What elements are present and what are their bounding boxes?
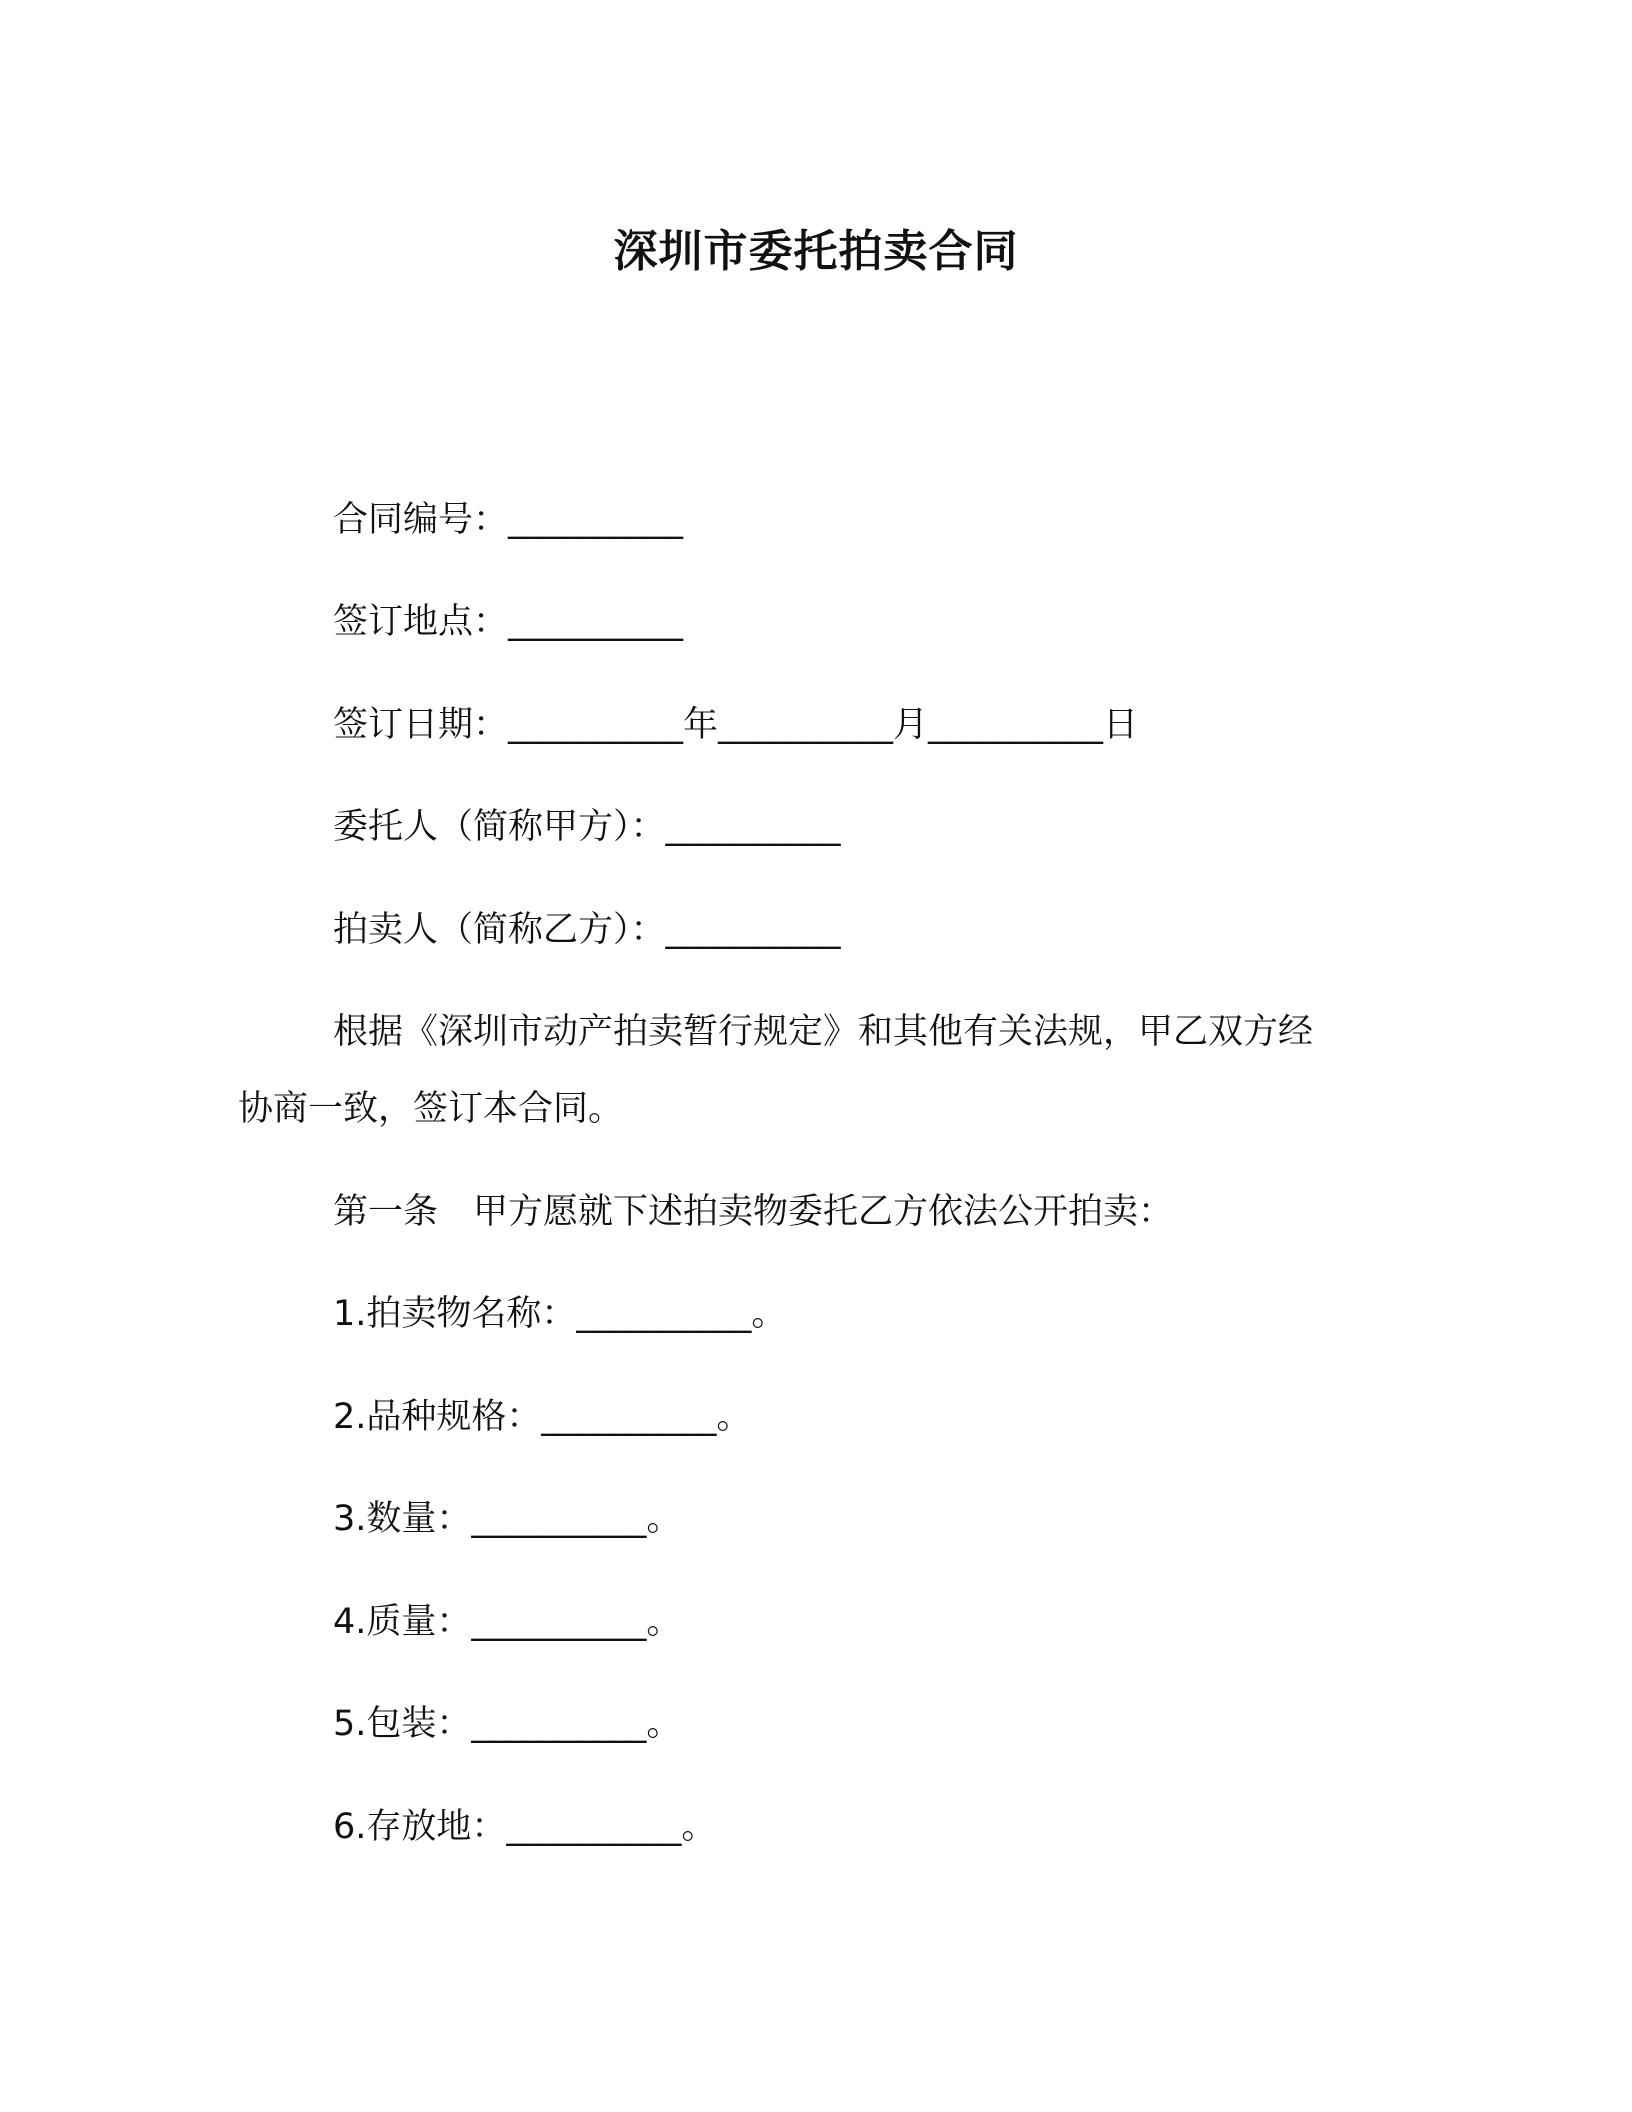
article-1-item: 2.品种规格：__________。 [333, 1397, 752, 1437]
article-1-heading: 第一条 甲方愿就下述拍卖物委托乙方依法公开拍卖： [333, 1192, 1174, 1232]
principal-line: 委托人（简称甲方）：__________ [333, 807, 841, 847]
sign-place-line: 签订地点：__________ [333, 602, 684, 642]
article-1-item: 6.存放地：__________。 [333, 1807, 717, 1847]
article-1-item: 5.包装：__________。 [333, 1704, 682, 1744]
preamble-line-2: 协商一致，签订本合同。 [238, 1089, 624, 1129]
document-title: 深圳市委托拍卖合同 [613, 226, 1019, 277]
article-1-item: 1.拍卖物名称：__________。 [333, 1294, 787, 1334]
preamble-line-1: 根据《深圳市动产拍卖暂行规定》和其他有关法规，甲乙双方经 [333, 1012, 1314, 1052]
contract-number-line: 合同编号：__________ [333, 500, 684, 540]
auctioneer-line: 拍卖人（简称乙方）：__________ [333, 910, 841, 950]
article-1-item: 4.质量：__________。 [333, 1602, 682, 1642]
sign-date-line: 签订日期：__________年__________月__________日 [333, 705, 1139, 745]
article-1-item: 3.数量：__________。 [333, 1499, 682, 1539]
